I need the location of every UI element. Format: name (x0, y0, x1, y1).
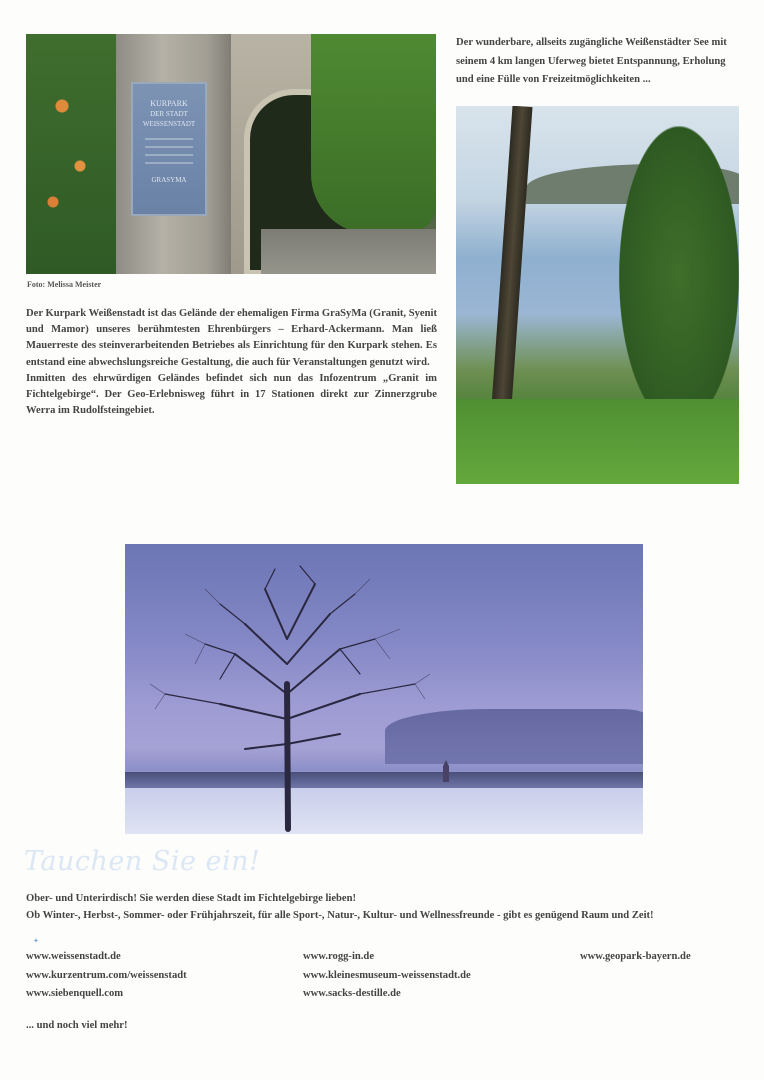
link-siebenquell[interactable]: www.siebenquell.com (26, 988, 124, 999)
more-text: ... und noch viel mehr! (26, 1020, 128, 1031)
link-weissenstadt[interactable]: www.weissenstadt.de (26, 951, 121, 962)
link-kleinesmuseum[interactable]: www.kleinesmuseum-weissenstadt.de (303, 969, 471, 981)
link-column-2 (303, 948, 471, 1004)
plaque-line-2: DER STADT (150, 110, 188, 118)
photo-credit: Foto: Melissa Meister (27, 280, 102, 289)
tauchen-text-line-2: Ob Winter-, Herbst-, Sommer- oder Frühjahrszeit, für alle Sport-, Natur-, Kultur- und Wellnessfreunde - gibt es genügend Raum und Zeit! (26, 910, 654, 921)
link-kurzentrum[interactable]: www.kurzentrum.com/weissenstadt (26, 969, 187, 981)
kurpark-gate-photo (26, 34, 436, 274)
small-marker-icon: ✦ (33, 937, 39, 945)
photo-tree-trunk (490, 106, 533, 436)
winter-tree-graphic (125, 544, 643, 834)
photo-meadow (456, 399, 739, 484)
kurpark-description (26, 306, 437, 419)
plaque-lettering-graphic (133, 84, 205, 214)
kurpark-paragraph-1: Der Kurpark Weißenstadt ist das Gelände der ehemaligen Firma GraSyMa (Granit, Syenit und Mamor) unseres berühmtesten Ehrenbürgers – Erhard-Ackermann. Man ließ Mauerreste des steinverarbeitenden Betriebes als Einrichtung für den Kurpark stehen. Es entstand eine abwechslungsreiche Gestaltung, die auch für Veranstaltungen genutzt wird. (26, 308, 437, 368)
link-rogg-in[interactable]: www.rogg-in.de (303, 951, 375, 962)
lake-description: Der wunderbare, allseits zugängliche Weißenstädter See mit seinem 4 km langen Uferweg bietet Entspannung, Erholung und eine Fülle von Freizeitmöglichkeiten ... (456, 37, 727, 85)
lake-photo (456, 106, 739, 484)
link-column-3 (580, 948, 691, 967)
photo-tree-foliage (619, 126, 739, 426)
tauchen-text-line-1: Ober- und Unterirdisch! Sie werden diese Stadt im Fichtelgebirge lieben! (26, 893, 357, 904)
plaque-line-3: WEISSENSTADT (142, 120, 196, 128)
plaque-line-1: KURPARK (150, 99, 188, 108)
link-geopark-bayern[interactable]: www.geopark-bayern.de (580, 951, 691, 962)
tauchen-headline: Tauchen Sie ein! (24, 846, 261, 877)
link-column-1 (26, 948, 187, 1004)
kurpark-paragraph-2: Inmitten des ehrwürdigen Geländes befindet sich nun das Infozentrum „Granit im Fichtelgebirge“. Der Geo-Erlebnisweg führt in 17 Stationen direkt zur Zinnerzgrube Werra im Rudolfsteingebiet. (26, 372, 437, 417)
photo-path (261, 229, 436, 274)
winter-tree-photo (125, 544, 643, 834)
photo-ivy (311, 34, 436, 234)
link-sacks-destille[interactable]: www.sacks-destille.de (303, 988, 401, 999)
photo-flowering-shrub (26, 34, 116, 274)
kurpark-plaque (131, 82, 207, 216)
plaque-line-4: GRASYMA (151, 176, 187, 184)
